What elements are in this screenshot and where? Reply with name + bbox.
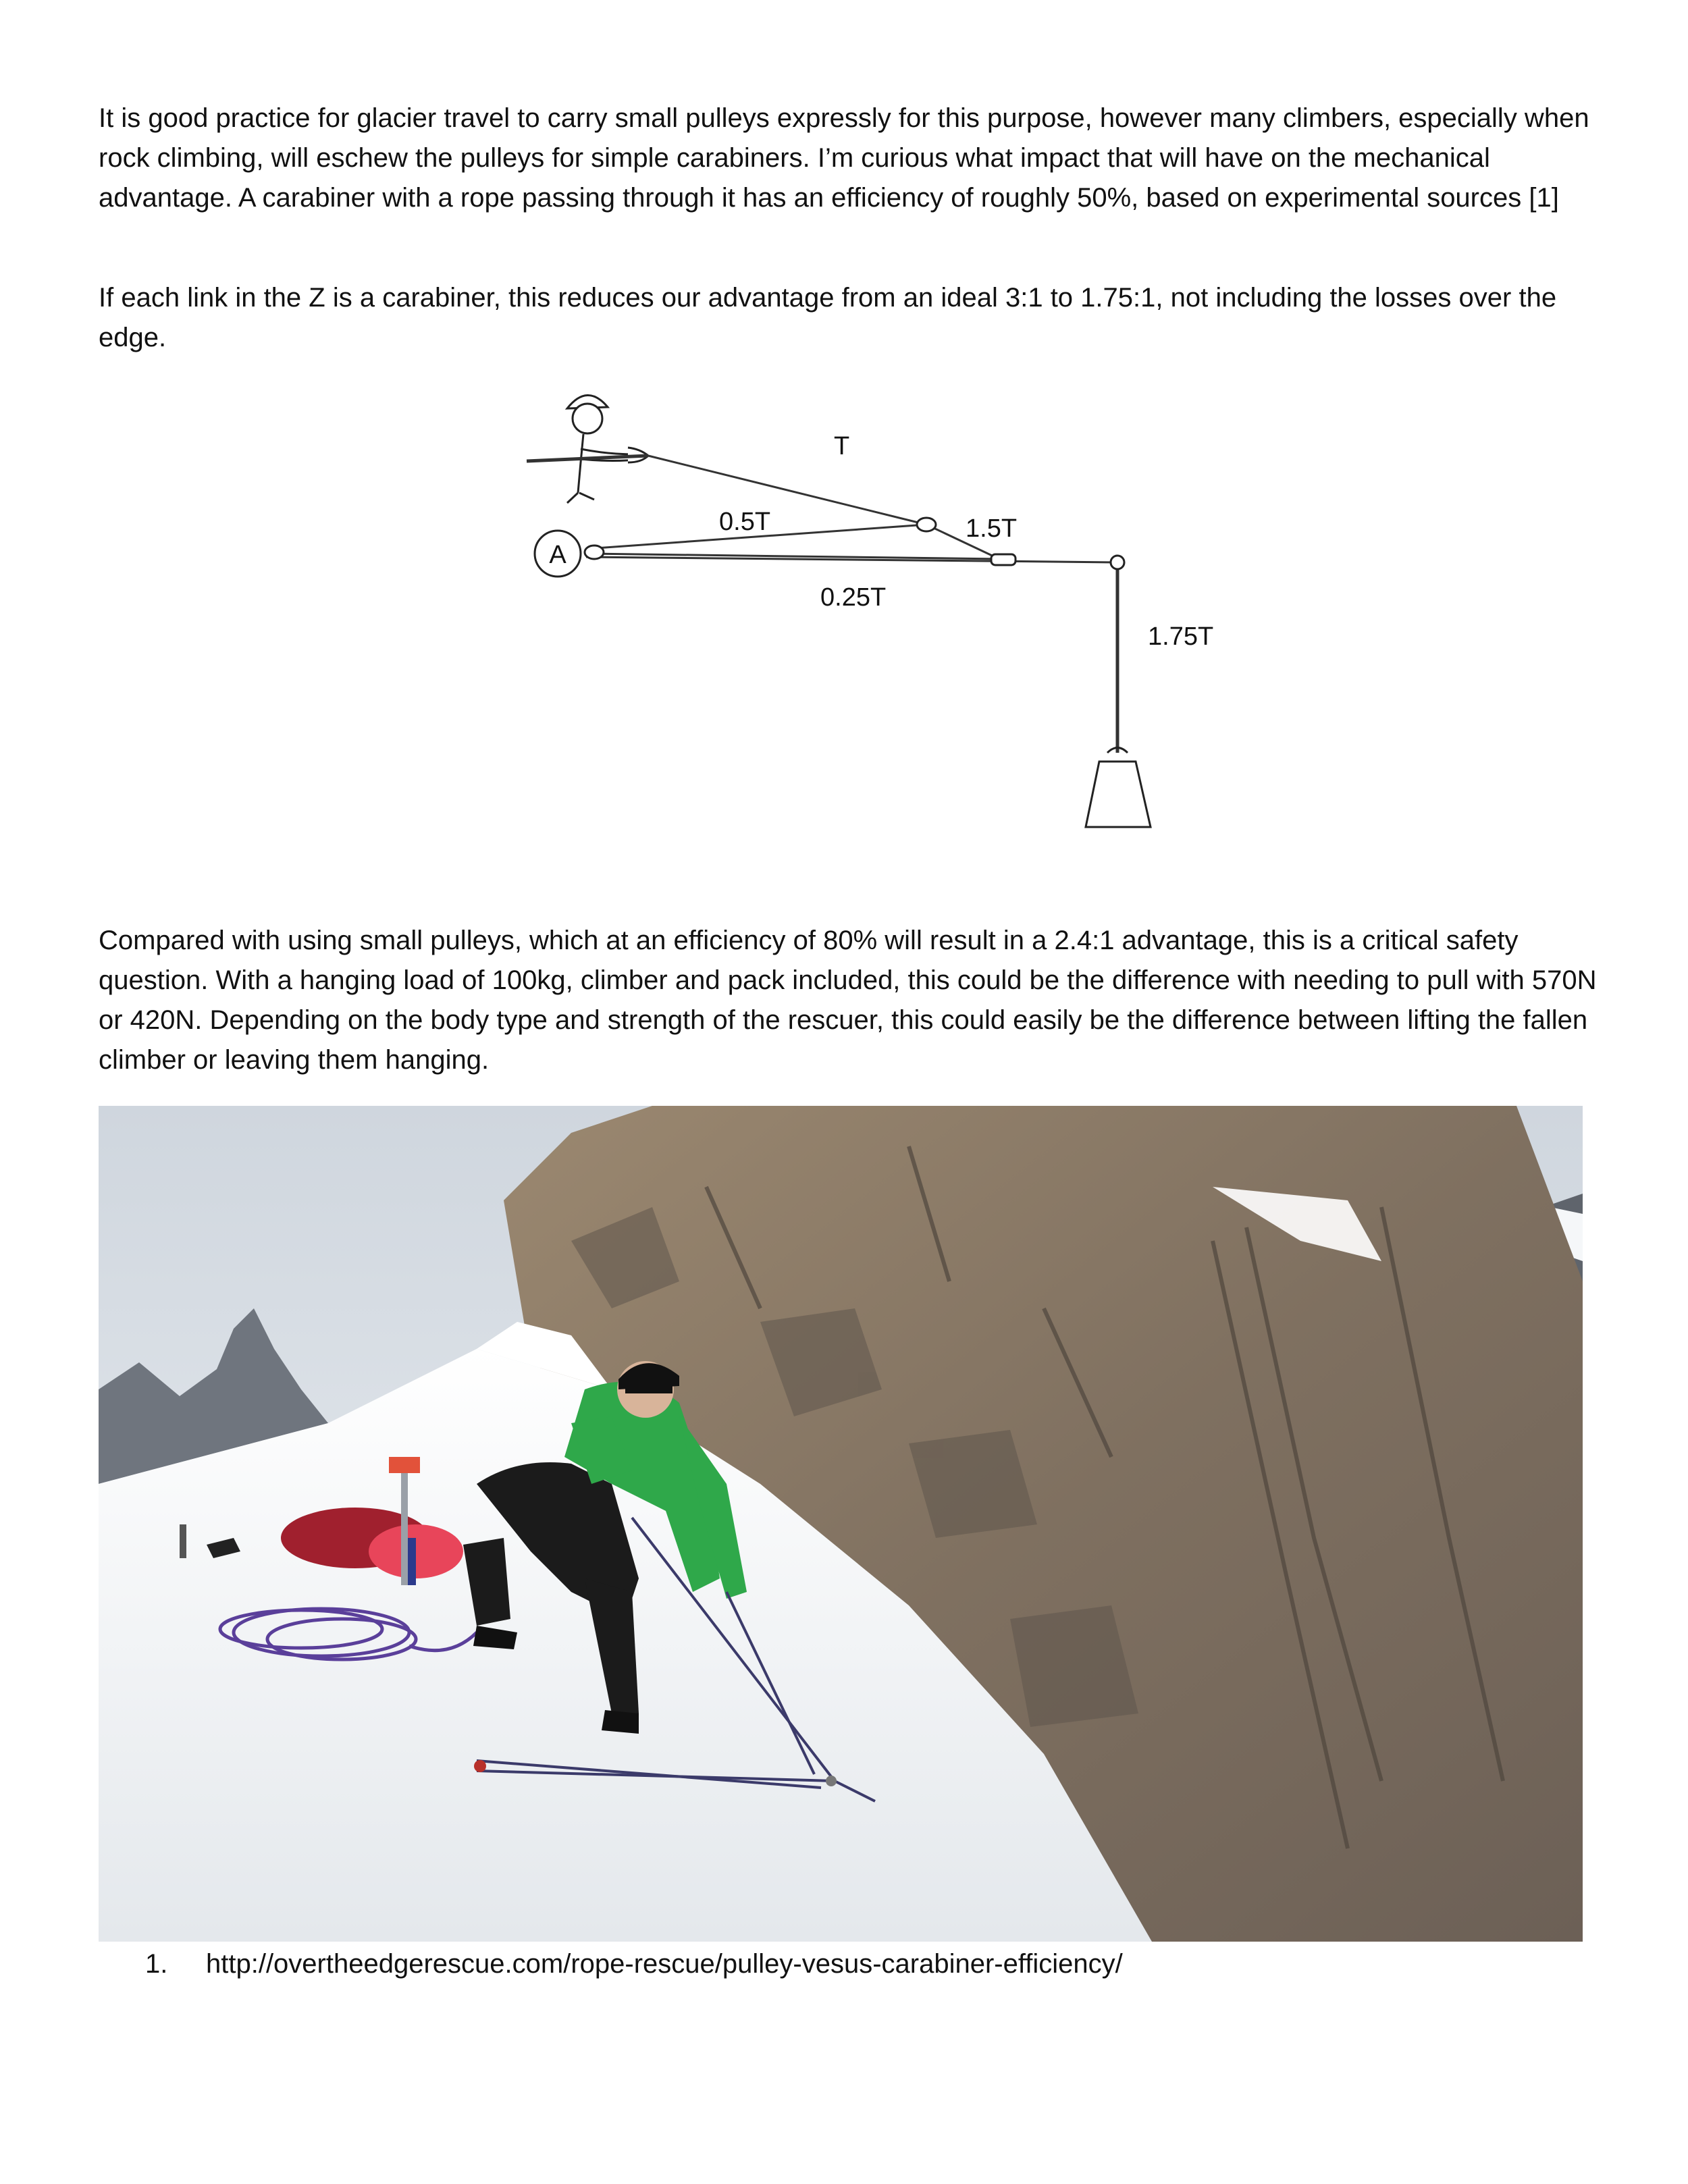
carabiner-icon [917, 518, 936, 531]
anchor-label: A [549, 541, 566, 569]
reference-number: 1. [145, 1949, 168, 1979]
reference-link[interactable]: http://overtheedgerescue.com/rope-rescue/pulley-vesus-carabiner-efficiency/ [206, 1949, 1123, 1979]
anchor-A [535, 531, 581, 577]
z-drag-force-diagram [513, 368, 1229, 868]
paragraph-carabiner-intro: It is good practice for glacier travel to carry small pulleys expressly for this purpose, however many climbers, especially when rock climbing, will eschew the pulleys for simple carabiners. I’m curious what impact that will have on the mechanical advantage. A carabiner with a rope passing through it has an efficiency of roughly 50%, based on experimental sources [1] [99, 103, 1589, 213]
force-label-0.5T: 0.5T [719, 508, 771, 536]
edge-carabiner-icon [1111, 556, 1124, 569]
force-label-1.75T: 1.75T [1148, 622, 1214, 651]
reference-item [145, 1944, 1123, 1984]
references-list [145, 1944, 1123, 1984]
rescue-setup-photo [99, 1106, 1583, 1942]
rope-grab-icon [991, 554, 1016, 565]
carabiner-icon [585, 545, 604, 559]
paragraph-z-link-advantage: If each link in the Z is a carabiner, this reduces our advantage from an ideal 3:1 to 1.75:1, not including the losses over the edge. [99, 283, 1557, 352]
paragraph-pulley-comparison: Compared with using small pulleys, which at an efficiency of 80% will result in a 2.4:1 advantage, this is a critical safety question. With a hanging load of 100kg, climber and pack included, this could be the difference with needing to pull with 570N or 420N. Depending on the body type and strength of the rescuer, this could easily be the difference between lifting the fallen climber or leaving them hanging. [99, 926, 1597, 1075]
load-weight [1086, 748, 1151, 828]
force-label-0.25T: 0.25T [820, 583, 887, 612]
force-label-T: T [834, 432, 850, 460]
force-label-1.5T: 1.5T [966, 514, 1018, 543]
rescuer-figure [567, 395, 648, 503]
